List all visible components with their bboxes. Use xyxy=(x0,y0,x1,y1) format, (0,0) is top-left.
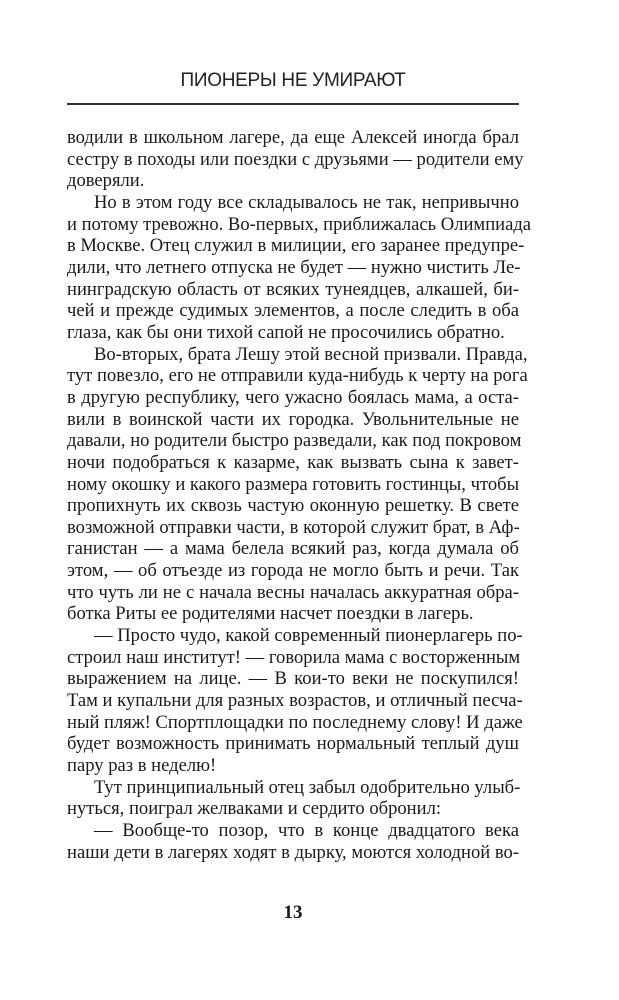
text-line: Во-вторых, брата Лешу этой весной призвали. Правда, xyxy=(94,343,528,365)
text-line: будет возможность принимать нормальный теплый душ xyxy=(67,733,519,755)
text-line: ботка Риты ее родителями насчет поездки в лагерь. xyxy=(67,603,474,625)
text-line: в Москве. Отец служил в милиции, его заранее предупре- xyxy=(67,235,525,257)
text-line: строил наш институт! — говорила мама с восторженным xyxy=(67,646,521,668)
text-line: чей и прежде судимых элементов, а после следить в оба xyxy=(67,300,519,322)
text-line: наши дети в лагерях ходят в дырку, моются холодной во- xyxy=(67,841,519,863)
text-line: в другую республику, чего ужасно боялась мама, а оста- xyxy=(67,386,519,408)
text-line: — Просто чудо, какой современный пионерлагерь по- xyxy=(94,625,523,647)
paragraph xyxy=(67,777,519,820)
text-line: тут повезло, его не отправили куда-нибудь к черту на рога xyxy=(67,365,528,387)
paragraph xyxy=(67,343,528,626)
text-line: водили в школьном лагере, да еще Алексей иногда брал xyxy=(67,127,519,148)
page-body xyxy=(67,127,532,863)
running-header: ПИОНЕРЫ НЕ УМИРАЮТ xyxy=(180,70,406,91)
text-line: глаза, как бы они тихой сапой не просочились обратно. xyxy=(67,321,505,343)
text-line: и потому тревожно. Во-первых, приближалась Олимпиада xyxy=(67,213,532,235)
text-line: сестру в походы или поездки с друзьями — родители ему xyxy=(67,148,524,170)
text-line: ный пляж! Спортплощадки по последнему слову! И даже xyxy=(67,711,523,733)
header-divider xyxy=(67,103,519,105)
text-line: этом, — об отъезде из города не могло быть и речи. Так xyxy=(67,560,519,582)
text-line: пару раз в неделю! xyxy=(67,755,217,777)
text-line: Но в этом году все складывалось не так, непривычно xyxy=(94,191,519,213)
text-line: нуться, поиграл желваками и сердито обронил: xyxy=(67,798,442,820)
paragraph xyxy=(67,127,524,192)
text-line: что чуть ли не с начала весны началась аккуратная обра- xyxy=(67,581,519,603)
text-line: выражением на лице. — В кои-то веки не поскупился! xyxy=(67,668,519,690)
text-line: пропихнуть их сквозь частую оконную решетку. В свете xyxy=(67,495,519,517)
text-line: Там и купальни для разных возрастов, и отличный песча- xyxy=(67,690,523,712)
text-line: возможной отправки части, в которой служит брат, в Аф- xyxy=(67,516,520,538)
paragraph xyxy=(67,820,519,863)
text-line: ганистан — а мама белела всякий раз, когда думала об xyxy=(67,538,519,560)
text-line: давали, но родители быстро разведали, как под покровом xyxy=(67,430,522,452)
text-line: Тут принципиальный отец забыл одобрительно улыб- xyxy=(94,776,521,798)
page-number: 13 xyxy=(283,902,303,923)
text-line: ному окошку и какого размера готовить гостинцы, чтобы xyxy=(67,473,520,495)
paragraph xyxy=(67,625,523,777)
text-line: доверяли. xyxy=(67,170,145,192)
text-line: нинградскую область от всяких тунеядцев, алкашей, би- xyxy=(67,278,519,300)
text-line: вили в воинской части их городка. Увольнительные не xyxy=(67,408,519,430)
paragraph xyxy=(67,191,532,344)
text-line: дили, что летнего отпуска не будет — нужно чистить Ле- xyxy=(67,256,521,278)
text-line: ночи подобраться к казарме, как вызвать сына к завет- xyxy=(67,451,519,473)
text-line: — Вообще-то позор, что в конце двадцатого века xyxy=(94,820,519,841)
